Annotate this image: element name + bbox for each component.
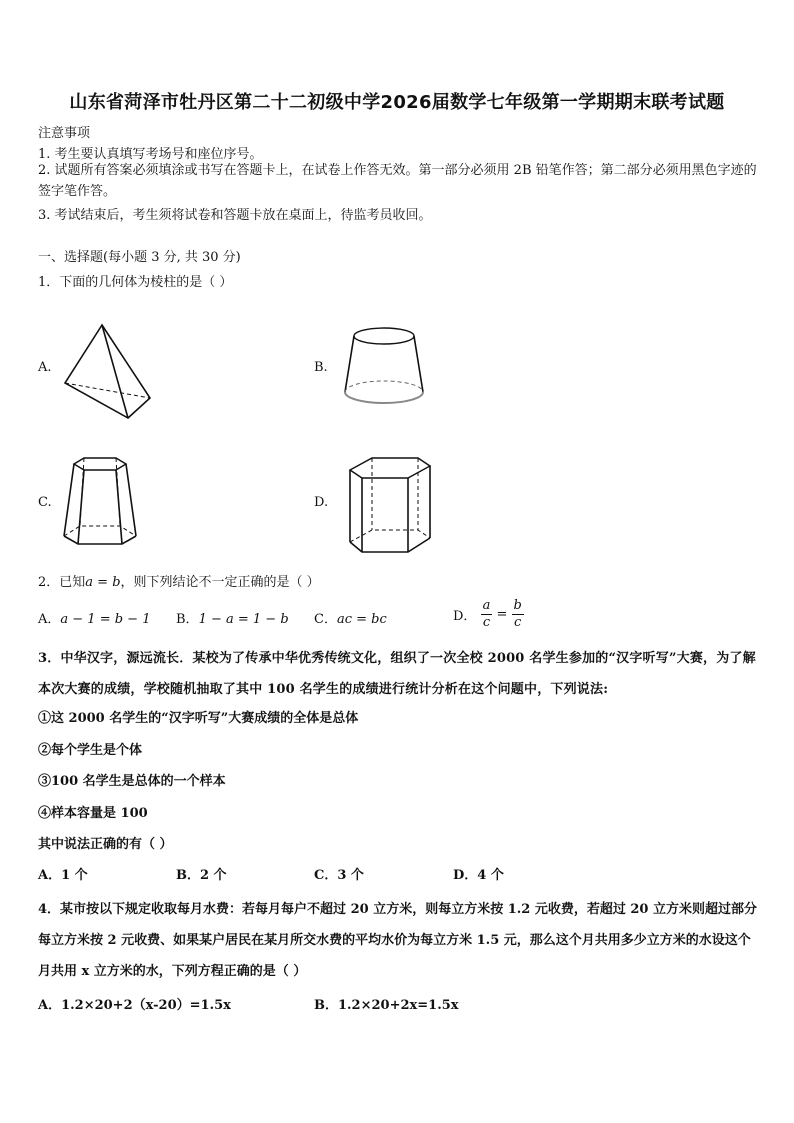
q3-stem: 3．中华汉字，源远流长．某校为了传承中华优秀传统文化，组织了一次全校 2000 名学生参加的“汉字听写”大赛，为了解本次大赛的成绩，学校随机抽取了其中 100 名学生的成绩进行统计分析在这个问题中，下列说法: bbox=[38, 651, 756, 697]
q2-option-b bbox=[176, 608, 289, 627]
q1-option-d-label: D. bbox=[314, 495, 329, 510]
q3-option-a: A．1 个 bbox=[38, 868, 88, 883]
q3-option-b: B．2 个 bbox=[176, 868, 227, 883]
q2-option-a-label: A． bbox=[38, 612, 61, 627]
q2-option-d-fraction-right bbox=[512, 598, 524, 631]
page-title: 山东省菏泽市牡丹区第二十二初级中学2026届数学七年级第一学期期末联考试题 bbox=[69, 92, 725, 113]
q2-stem-post: ，则下列结论不一定正确的是（ ） bbox=[120, 575, 320, 590]
q2-option-b-label: B． bbox=[176, 612, 199, 627]
q2-option-c bbox=[314, 608, 387, 627]
q2-option-d-equals: = bbox=[496, 607, 508, 622]
frustum-cone-icon bbox=[340, 326, 430, 408]
fraction-numerator: b bbox=[513, 598, 522, 613]
fraction-denominator: c bbox=[482, 615, 491, 630]
q2-option-c-label: C． bbox=[314, 612, 337, 627]
q2-option-c-expr: ac = bc bbox=[336, 612, 387, 627]
q3-ask: 其中说法正确的有（ ） bbox=[38, 837, 173, 852]
q1-stem: 1．下面的几何体为棱柱的是（ ） bbox=[38, 275, 233, 290]
q2-option-a bbox=[38, 608, 150, 627]
q3-statement-3: ③100 名学生是总体的一个样本 bbox=[38, 774, 226, 789]
notice-item-2: 2. 试题所有答案必须填涂或书写在答题卡上，在试卷上作答无效。第一部分必须用 2B 铅笔作答；第二部分必须用黑色字迹的签字笔作答。 bbox=[38, 163, 757, 199]
q2-option-a-expr: a − 1 = b − 1 bbox=[60, 612, 151, 627]
notice-item-3: 3. 考试结束后，考生须将试卷和答题卡放在桌面上，待监考员收回。 bbox=[38, 208, 432, 223]
hexagonal-frustum-icon bbox=[60, 456, 150, 552]
q1-option-c-label: C. bbox=[38, 495, 52, 510]
q3-option-d: D．4 个 bbox=[453, 868, 504, 883]
fraction-numerator: a bbox=[482, 598, 491, 613]
q3-option-c: C．3 个 bbox=[314, 868, 364, 883]
q1-option-a-label: A. bbox=[38, 360, 52, 375]
q2-option-d bbox=[453, 598, 524, 631]
hexagonal-prism-icon bbox=[340, 456, 440, 556]
q2-option-d-label: D． bbox=[453, 609, 477, 624]
q2-stem-condition: a = b bbox=[85, 575, 121, 590]
q2-option-d-fraction-left bbox=[481, 598, 493, 631]
notice-item-1: 1. 考生要认真填写考场号和座位序号。 bbox=[38, 147, 263, 162]
tetrahedron-icon bbox=[60, 320, 170, 420]
notice-heading: 注意事项 bbox=[38, 126, 91, 141]
q3-statement-4: ④样本容量是 100 bbox=[38, 806, 148, 821]
q1-option-b-label: B. bbox=[314, 360, 328, 375]
q3-statement-2: ②每个学生是个体 bbox=[38, 743, 143, 758]
section-heading: 一、选择题(每小题 3 分, 共 30 分) bbox=[38, 250, 241, 265]
q2-stem bbox=[38, 571, 320, 590]
fraction-denominator: c bbox=[514, 615, 522, 630]
q4-option-b: B．1.2×20+2x=1.5x bbox=[314, 998, 459, 1013]
q4-option-a: A．1.2×20+2（x-20）=1.5x bbox=[38, 998, 231, 1013]
q3-statement-1: ①这 2000 名学生的“汉字听写”大赛成绩的全体是总体 bbox=[38, 711, 359, 726]
q2-stem-pre: 2．已知 bbox=[38, 575, 86, 590]
q2-option-b-expr: 1 − a = 1 − b bbox=[198, 612, 289, 627]
q4-stem: 4．某市按以下规定收取每月水费：若每月每户不超过 20 立方米，则每立方米按 1.2 元收费，若超过 20 立方米则超过部分每立方米按 2 元收费、如果某户居民在某月所交水费的平均水价为每立方米 1.5 元，那么这个月共用多少立方米的水设这个月共用 x 立方米的水，下列方程正确的是（ ） bbox=[38, 902, 757, 979]
